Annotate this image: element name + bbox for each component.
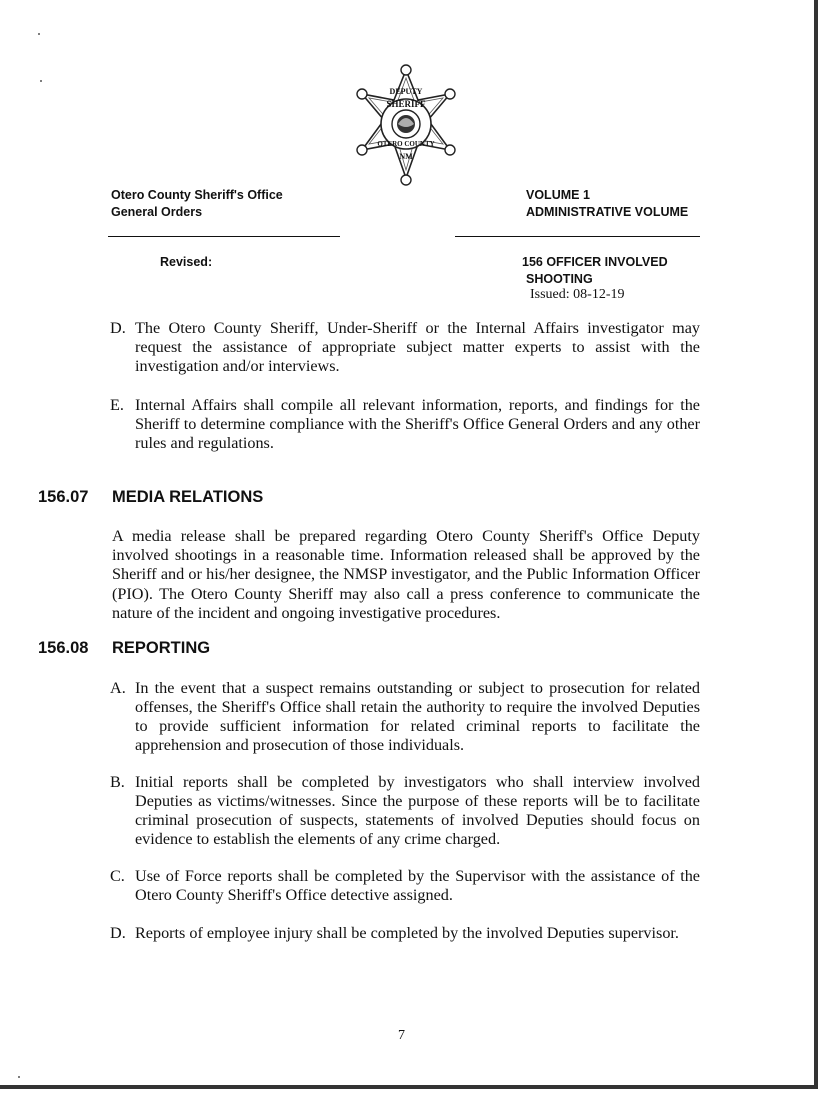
page-number: 7 [398, 1028, 405, 1043]
badge-text-deputy: DEPUTY [389, 87, 423, 96]
list-item-reporting-c [110, 867, 700, 905]
badge-text-sheriff: SHERIFF [386, 99, 426, 109]
issued-date: Issued: 08-12-19 [530, 287, 625, 302]
list-item-text: Internal Affairs shall compile all relevant information, reports, and findings for the Sheriff to determine compliance with the Sheriff's Office General Orders and any other rules and regulations. [135, 396, 700, 452]
policy-title-line1: 156 OFFICER INVOLVED [522, 255, 668, 269]
list-item-reporting-a [110, 679, 700, 755]
list-item-text: Use of Force reports shall be completed by the Supervisor with the assistance of the Otero County Sheriff's Office detective assigned. [135, 867, 700, 904]
header-right [526, 187, 688, 221]
list-item-letter: C. [110, 867, 125, 885]
list-item-letter: A. [110, 679, 126, 697]
list-item-text: Reports of employee injury shall be completed by the involved Deputies supervisor. [135, 924, 679, 942]
media-relations-paragraph: A media release shall be prepared regarding Otero County Sheriff's Office Deputy involved shootings in a reasonable time. Information released shall be approved by the Sheriff and or his/her designee, the NMSP investigator, and the Public Information Officer (PIO). The Otero County Sheriff may also call a press conference to communicate the nature of the incident and ongoing investigative procedures. [112, 527, 700, 622]
list-item-letter: D. [110, 319, 126, 337]
header-rule-left [108, 236, 340, 237]
badge-text-state: NM [399, 152, 413, 161]
volume-number: VOLUME 1 [526, 188, 590, 202]
list-item-text: In the event that a suspect remains outstanding or subject to prosecution for related offenses, the Sheriff's Office shall retain the authority to require the involved Deputies to provide sufficient information for related criminal reports to facilitate the apprehension and prosecution of those individuals. [135, 679, 700, 754]
scan-speck [38, 33, 40, 35]
sheriff-star-badge-icon [348, 60, 464, 190]
list-item-letter: B. [110, 773, 125, 791]
header-rule-right [455, 236, 700, 237]
list-item-text: Initial reports shall be completed by investigators who shall interview involved Deputies as victims/witnesses. Since the purpose of these reports will be to facilitate criminal prosecution of suspects, statements of involved Deputies should focus on evidence to establish the elements of any crime charged. [135, 773, 700, 848]
list-item-letter: E. [110, 396, 124, 414]
scan-speck [18, 1076, 20, 1078]
policy-title-line2: SHOOTING [526, 272, 593, 286]
section-number-media: 156.07 [38, 488, 89, 506]
policy-title [522, 254, 668, 288]
revised-label: Revised: [160, 255, 213, 269]
list-item-top-d [110, 319, 700, 376]
section-title-reporting: REPORTING [112, 639, 211, 657]
org-name: Otero County Sheriff's Office [111, 188, 283, 202]
badge-text-county: OTERO COUNTY [377, 140, 435, 148]
scan-speck [40, 80, 42, 82]
list-item-reporting-b [110, 773, 700, 849]
section-number-reporting: 156.08 [38, 639, 89, 657]
list-item-letter: D. [110, 924, 126, 942]
list-item-top-e [110, 396, 700, 453]
volume-name: ADMINISTRATIVE VOLUME [526, 205, 689, 219]
header-left [111, 187, 283, 221]
list-item-reporting-d [110, 924, 700, 943]
list-item-text: The Otero County Sheriff, Under-Sheriff or the Internal Affairs investigator may request the assistance of appropriate subject matter experts to assist with the investigation and/or interviews. [135, 319, 700, 375]
section-title-media: MEDIA RELATIONS [112, 488, 264, 506]
org-doc-type: General Orders [111, 205, 203, 219]
